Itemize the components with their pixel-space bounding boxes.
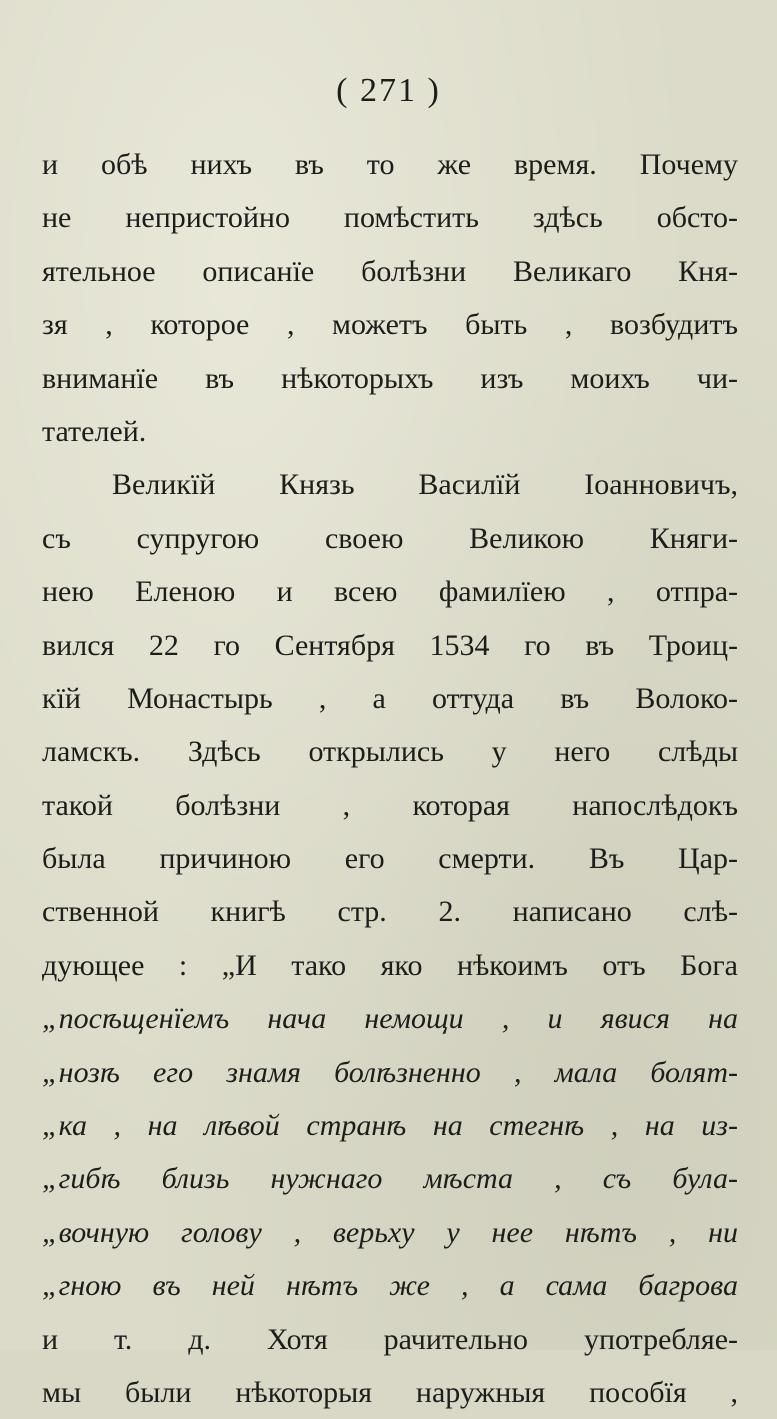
quotation-line: „гибѣ близь нужнаго мѣста , съ була- [42,1162,738,1196]
quotation-line: дующее : „И тако яко нѣкоимъ отъ Бога [42,948,738,982]
text-line: кїй Монастырь , а оттуда въ Волоко- [42,681,738,715]
quotation-line: „посѣщенїемъ нача немощи , и явися на [42,1002,738,1036]
page-number: ( 271 ) [336,72,441,109]
text-line: мы были нѣкоторыя наружныя пособїя , [42,1375,738,1409]
text-line: и т. д. Хотя рачительно употребляе- [42,1322,738,1356]
text-line: ственной книгѣ стр. 2. написано слѣ- [42,895,738,929]
text-line: и обѣ нихъ въ то же время. Почему [42,148,738,181]
text-line: тателей. [42,414,147,448]
page-text [42,138,738,1419]
text-line: такой болѣзни , которая напослѣдокъ [42,788,738,822]
text-line: ятельное описанїе болѣзни Великаго Кня- [42,254,738,288]
quotation-line: „ка , на лѣвой странѣ на стегнѣ , на из- [42,1109,738,1143]
text-line: была причиною его смерти. Въ Цар- [42,842,738,876]
quotation-line: „нозѣ его знамя болѣзненно , мала болят- [42,1055,738,1089]
text-line: не непристойно помѣстить здѣсь обсто- [42,201,738,235]
text-line: вился 22 го Сентября 1534 го въ Троиц- [42,628,738,662]
text-line: вниманїе въ нѣкоторыхъ изъ моихъ чи- [42,361,738,395]
paragraph-start-line: Великїй Князь Василїй Iоанновичъ, [112,468,738,502]
text-line: нею Еленою и всею фамилїею , отпра- [42,575,738,609]
text-line: зя , которое , можетъ быть , возбудитъ [42,308,738,342]
quotation-line: „гною въ ней нѣтъ же , а сама багрова [42,1269,738,1303]
quotation-line: „вочную голову , верьху у нее нѣтъ , ни [42,1215,738,1249]
text-line: ламскъ. Здѣсь открылись у него слѣды [42,735,738,769]
text-line: съ супругою своею Великою Княги- [42,521,738,555]
